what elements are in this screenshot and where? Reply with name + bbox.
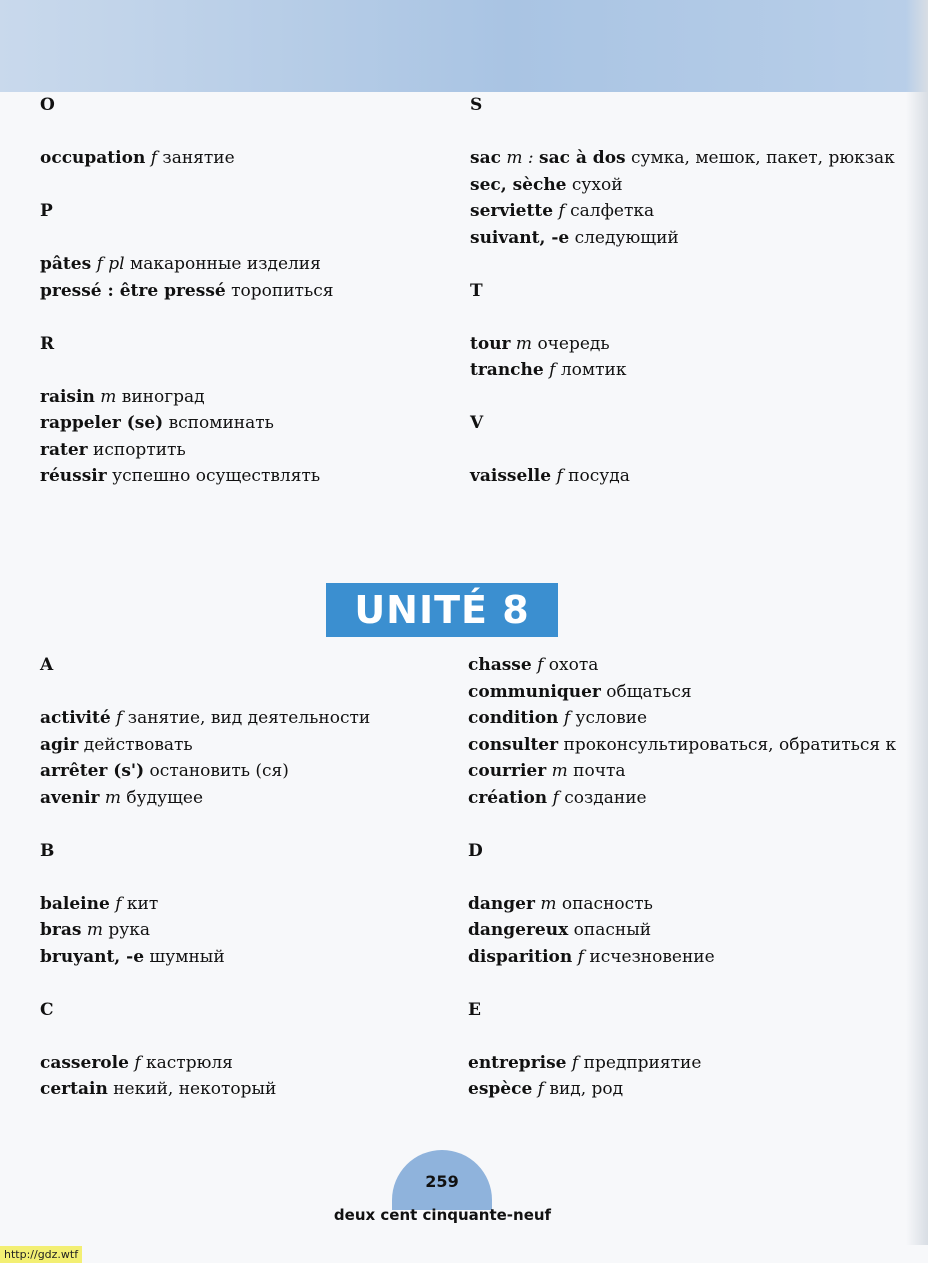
page-edge-shadow — [906, 0, 928, 1245]
section-spacer — [470, 437, 900, 464]
entry-headword: disparition — [468, 946, 573, 967]
section-letter: R — [40, 333, 55, 354]
glossary-entry — [40, 437, 440, 464]
section-spacer — [40, 864, 440, 891]
entry-headword: courrier — [468, 761, 547, 781]
entry-headword: raisin — [40, 386, 95, 407]
entry-grammar-tag: m — [104, 787, 122, 808]
glossary-entry — [468, 758, 898, 785]
entry-translation: предприятие — [578, 1052, 702, 1073]
glossary-entry — [468, 917, 898, 944]
glossary-entry — [468, 732, 898, 759]
glossary-column-top-left — [40, 92, 440, 490]
entry-grammar-tag: f — [549, 360, 556, 380]
glossary-entry — [40, 278, 440, 305]
entry-headword: baleine — [40, 893, 110, 914]
entry-translation: будущее — [121, 787, 204, 808]
watermark-url: http://gdz.wtf — [0, 1246, 82, 1263]
section-spacer — [468, 811, 898, 838]
section-spacer — [40, 970, 440, 997]
entry-translation: занятие — [157, 148, 235, 168]
glossary-entry — [470, 331, 900, 358]
glossary-column-bottom-left — [40, 652, 440, 1103]
entry-translation: вид, род — [543, 1079, 624, 1099]
section-spacer — [468, 864, 898, 891]
entry-translation: рука — [102, 920, 151, 940]
entry-grammar-tag: f — [115, 893, 122, 914]
entry-headword: activité — [40, 708, 111, 728]
section-spacer — [40, 1023, 440, 1050]
entry-grammar-tag: m — [86, 920, 103, 940]
entry-translation: салфетка — [564, 201, 655, 221]
glossary-entry — [40, 251, 440, 278]
glossary-entry — [40, 785, 440, 812]
glossary-entry — [40, 1076, 440, 1103]
entry-translation: сумка, мешок, пакет, рюкзак — [625, 148, 895, 168]
entry-headword: danger — [468, 893, 535, 914]
glossary-entry — [470, 198, 900, 225]
entry-headword: pressé : être pressé — [40, 280, 226, 301]
glossary-entry — [468, 891, 898, 918]
section-letter: E — [468, 999, 481, 1020]
entry-translation: исчезновение — [583, 946, 715, 967]
glossary-entry — [40, 758, 440, 785]
entry-translation: создание — [558, 787, 647, 808]
section-spacer — [470, 304, 900, 331]
entry-headword: dangereux — [468, 920, 569, 940]
entry-headword: communiquer — [468, 681, 601, 702]
entry-grammar-tag: m — [551, 761, 568, 781]
section-spacer — [470, 384, 900, 411]
glossary-entry — [468, 785, 898, 812]
entry-translation: опасный — [568, 920, 652, 940]
entry-translation: макаронные изделия — [124, 254, 321, 274]
section-spacer — [468, 970, 898, 997]
entry-grammar-tag: f — [563, 708, 571, 728]
glossary-entry — [468, 679, 898, 706]
glossary-entry — [470, 225, 900, 252]
section-spacer — [40, 119, 440, 146]
entry-translation: остановить (ся) — [144, 761, 289, 781]
glossary-entry — [468, 944, 898, 971]
entry-translation: посуда — [562, 466, 630, 486]
entry-grammar-tag: m — [540, 893, 557, 914]
glossary-entry — [40, 917, 440, 944]
glossary-entry — [40, 463, 440, 490]
section-letter: C — [40, 999, 54, 1020]
entry-translation: опасность — [556, 893, 653, 914]
entry-translation: ломтик — [555, 360, 627, 380]
entry-grammar-tag: f — [556, 466, 563, 486]
glossary-column-top-right — [470, 92, 900, 490]
entry-grammar-tag: f — [537, 655, 544, 675]
glossary-entry — [468, 705, 898, 732]
entry-headword: espèce — [468, 1079, 533, 1099]
entry-translation: вспоминать — [163, 413, 274, 433]
entry-grammar-tag: f — [134, 1052, 141, 1073]
section-spacer — [40, 679, 440, 706]
entry-grammar-tag: f — [558, 201, 565, 221]
entry-translation: кастрюля — [140, 1052, 233, 1073]
glossary-entry — [468, 652, 898, 679]
section-letter: B — [40, 840, 55, 861]
unit-title-banner: UNITÉ 8 — [326, 583, 558, 637]
page-number-words: deux cent cinquante-neuf — [333, 1206, 552, 1224]
entry-headword: bruyant, -e — [40, 946, 145, 967]
entry-translation: охота — [543, 655, 599, 675]
entry-headword: chasse — [468, 655, 532, 675]
section-letter: T — [470, 280, 483, 301]
entry-headword: pâtes — [40, 254, 92, 274]
glossary-entry — [40, 1050, 440, 1077]
glossary-entry — [40, 410, 440, 437]
entry-translation: условие — [570, 708, 648, 728]
section-spacer — [470, 119, 900, 146]
section-spacer — [40, 172, 440, 199]
entry-translation: успешно осуществлять — [106, 466, 321, 486]
header-band — [0, 0, 928, 92]
glossary-entry — [40, 705, 440, 732]
entry-translation: занятие, вид деятельности — [122, 708, 371, 728]
entry-headword: sac — [470, 148, 501, 168]
entry-headword: tour — [470, 333, 511, 354]
entry-grammar-tag: f pl — [96, 254, 125, 274]
entry-translation: некий, некоторый — [107, 1079, 277, 1099]
entry-headword: sec, sèche — [470, 174, 567, 195]
entry-grammar-tag: f — [150, 148, 158, 168]
entry-grammar-tag: m — [100, 386, 117, 407]
entry-translation: проконсультироваться, обратиться к — [558, 734, 897, 755]
entry-headword: consulter — [468, 734, 559, 755]
section-spacer — [470, 251, 900, 278]
glossary-entry — [40, 944, 440, 971]
entry-headword: serviette — [470, 201, 554, 221]
entry-translation: следующий — [569, 227, 679, 248]
glossary-entry — [470, 172, 900, 199]
entry-headword: certain — [40, 1079, 108, 1099]
section-spacer — [468, 1023, 898, 1050]
glossary-entry — [40, 732, 440, 759]
entry-headword: condition — [468, 708, 559, 728]
entry-translation: шумный — [144, 946, 225, 967]
section-spacer — [40, 225, 440, 252]
entry-grammar-tag: f — [552, 787, 559, 808]
entry-headword: rater — [40, 439, 88, 460]
entry-headword: avenir — [40, 787, 100, 808]
glossary-entry — [470, 463, 900, 490]
entry-headword: casserole — [40, 1052, 129, 1073]
entry-translation: общаться — [600, 681, 692, 702]
glossary-entry — [40, 384, 440, 411]
section-letter: P — [40, 201, 53, 221]
entry-headword: suivant, -e — [470, 227, 570, 248]
entry-headword: tranche — [470, 360, 544, 380]
entry-grammar-tag: m — [515, 333, 533, 354]
entry-grammar-tag: f — [537, 1079, 544, 1099]
entry-translation: кит — [121, 893, 159, 914]
entry-headword: arrêter (s') — [40, 761, 145, 781]
section-letter: D — [468, 840, 483, 861]
glossary-column-bottom-right — [468, 652, 898, 1103]
glossary-entry — [40, 145, 440, 172]
entry-translation: испортить — [87, 439, 186, 460]
section-spacer — [40, 811, 440, 838]
glossary-entry — [470, 145, 900, 172]
entry-grammar-tag: f — [577, 946, 584, 967]
entry-headword: vaisselle — [470, 466, 552, 486]
entry-translation: виноград — [116, 386, 205, 407]
entry-headword: occupation — [40, 148, 146, 168]
entry-translation: почта — [567, 761, 626, 781]
entry-translation: сухой — [566, 174, 623, 195]
entry-headword: agir — [40, 734, 79, 755]
section-letter: S — [470, 95, 483, 115]
entry-translation: очередь — [532, 333, 610, 354]
section-spacer — [40, 357, 440, 384]
section-letter: A — [40, 655, 54, 675]
entry-headword: entreprise — [468, 1052, 567, 1073]
section-spacer — [40, 304, 440, 331]
entry-headword: rappeler (se) — [40, 413, 164, 433]
glossary-entry — [468, 1050, 898, 1077]
glossary-entry — [470, 357, 900, 384]
entry-translation: действовать — [78, 734, 193, 755]
entry-grammar-tag: f — [571, 1052, 579, 1073]
entry-headword: bras — [40, 920, 82, 940]
section-letter: O — [40, 95, 55, 115]
entry-headword: création — [468, 787, 548, 808]
entry-headword: réussir — [40, 466, 107, 486]
entry-grammar-tag: m : — [506, 148, 534, 168]
page-number: 259 — [425, 1172, 459, 1191]
glossary-entry — [468, 1076, 898, 1103]
section-letter: V — [470, 413, 484, 433]
glossary-entry — [40, 891, 440, 918]
entry-headword: sac à dos — [539, 148, 626, 168]
entry-grammar-tag: f — [116, 708, 123, 728]
entry-translation: торопиться — [225, 280, 334, 301]
